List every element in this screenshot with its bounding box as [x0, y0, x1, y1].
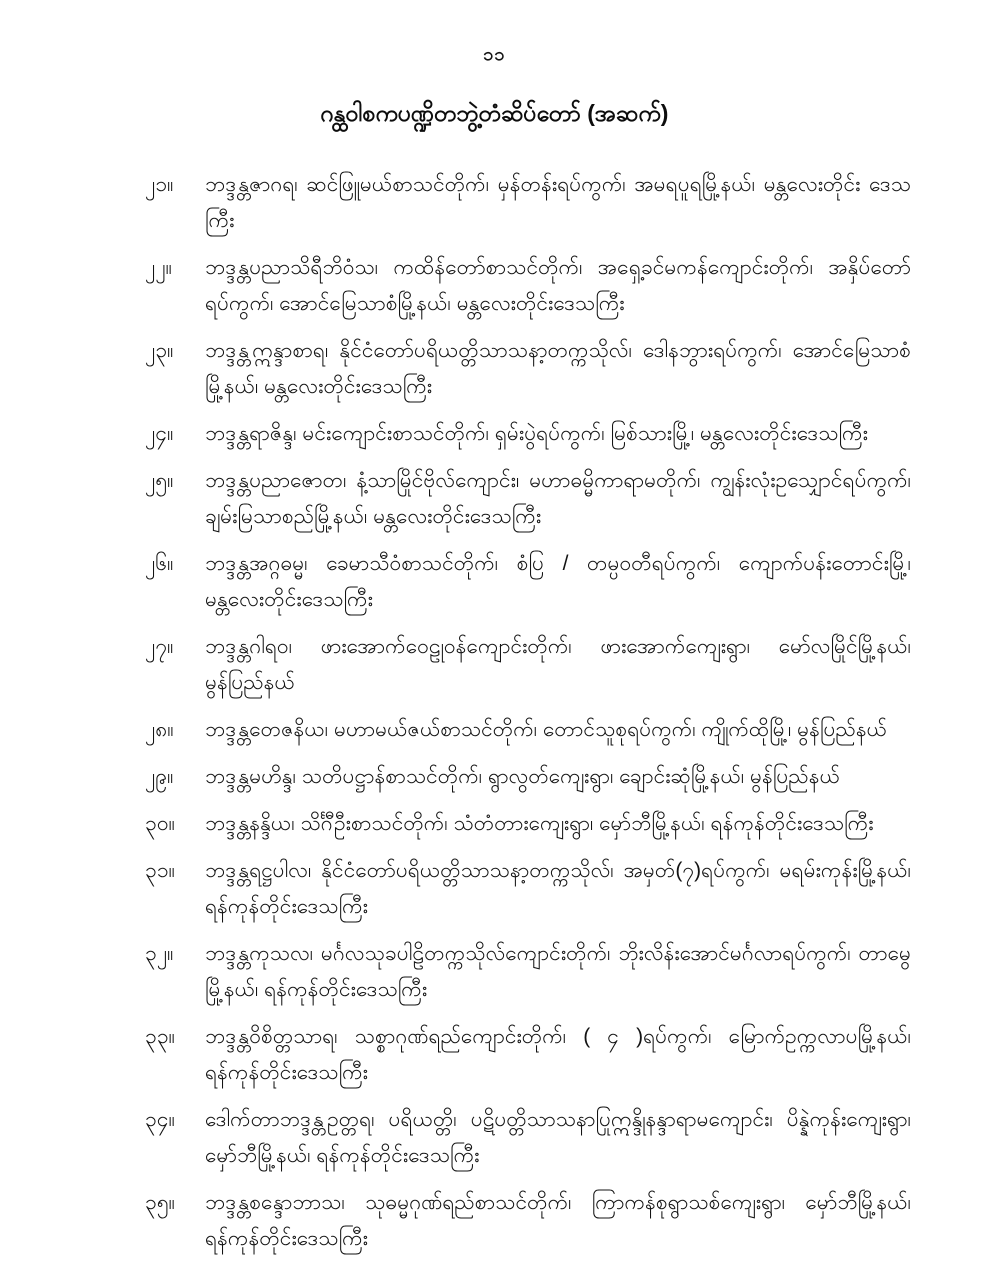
entry-text: ဘဒ္ဒန္တဝိစိတ္တသာရ၊ သစ္စာဂုဏ်ရည်ကျောင်းတိုက်၊ ( ၄ )ရပ်ကွက်၊ မြောက်ဥက္ကလာပမြို့နယ်၊ ရန်ကုန်တိုင်းဒေသကြီး — [205, 1025, 911, 1084]
list-item — [145, 936, 911, 1008]
entry-number: ၂၉။ — [145, 765, 174, 788]
list-item — [145, 629, 911, 701]
entry-number: ၃၂။ — [145, 942, 174, 965]
entry-number: ၂၃။ — [145, 339, 174, 362]
entry-number: ၂၅။ — [145, 469, 174, 492]
list-item — [145, 416, 911, 452]
list-item — [145, 333, 911, 405]
entry-number: ၂၄။ — [145, 422, 174, 445]
list-item — [145, 250, 911, 322]
entry-text: ဘဒ္ဒန္တနန္ဒိယ၊ သိင်္ဂီဦးစာသင်တိုက်၊ သံတံတားကျေးရွာ၊ မှော်ဘီမြို့နယ်၊ ရန်ကုန်တိုင်းဒေသကြီး — [205, 812, 874, 835]
entry-number: ၂၆။ — [145, 552, 174, 575]
entry-number: ၂၁။ — [145, 173, 174, 196]
entry-number: ၃၅။ — [145, 1191, 175, 1214]
entry-number: ၃၃။ — [145, 1025, 175, 1048]
entry-text: ဘဒ္ဒန္တစန္ဒောဘာသ၊ သုဓမ္မဂုဏ်ရည်စာသင်တိုက်၊ ကြာကန်စုရွာသစ်ကျေးရွာ၊ မှော်ဘီမြို့နယ်၊ ရန်ကုန်တိုင်းဒေသကြီး — [205, 1191, 911, 1250]
entry-text: ဘဒ္ဒန္တတေဇနိယ၊ မဟာမယ်ဇယ်စာသင်တိုက်၊ တောင်သူစုရပ်ကွက်၊ ကျိုက်ထိုမြို့၊ မွန်ပြည်နယ် — [205, 718, 888, 741]
entry-text: ဘဒ္ဒန္တပညာဇောတ၊ နံ့သာမြိုင်ဗိုလ်ကျောင်း၊ မဟာဓမ္မိကာရာမတိုက်၊ ကျွန်းလုံးဥသျှောင်ရပ်ကွက်၊ ချမ်းမြသာစည်မြို့နယ်၊ မန္တလေးတိုင်းဒေသကြီး — [205, 469, 911, 528]
entry-number: ၃၄။ — [145, 1108, 175, 1131]
entry-text: ဘဒ္ဒန္တပညာသိရီဘိဝံသ၊ ကထိန်တော်စာသင်တိုက်၊ အရှေ့ခင်မကန်ကျောင်းတိုက်၊ အနှိပ်တော်ရပ်ကွက်၊ အောင်မြေသာစံမြို့နယ်၊ မန္တလေးတိုင်းဒေသကြီး — [205, 256, 911, 315]
entry-text: ဘဒ္ဒန္တကုသလ၊ မင်္ဂလသုခပါဠိတက္ကသိုလ်ကျောင်းတိုက်၊ ဘိုးလိန်းအောင်မင်္ဂလာရပ်ကွက်၊ တာမွေမြို့နယ်၊ ရန်ကုန်တိုင်းဒေသကြီး — [205, 942, 911, 1001]
list-item — [145, 712, 911, 748]
entry-text: ဘဒ္ဒန္တဇာဂရ၊ ဆင်ဖြူမယ်စာသင်တိုက်၊ မှန်တန်းရပ်ကွက်၊ အမရပူရမြို့နယ်၊ မန္တလေးတိုင်း ဒေသကြီး — [205, 173, 911, 232]
list-item — [145, 806, 911, 842]
entry-text: ဘဒ္ဒန္တဣန္ဒာစာရ၊ နိုင်ငံတော်ပရိယတ္တိသာသနာ့တက္ကသိုလ်၊ ဒေါနဘွားရပ်ကွက်၊ အောင်မြေသာစံ မြို့နယ်၊ မန္တလေးတိုင်းဒေသကြီး — [205, 339, 911, 398]
list-item — [145, 1185, 911, 1257]
list-item — [145, 167, 911, 239]
entry-text: ဘဒ္ဒန္တအဂ္ဂဓမ္မ၊ ခေမာသီဝံစာသင်တိုက်၊ စံပြ / တမ္ပဝတီရပ်ကွက်၊ ကျောက်ပန်းတောင်းမြို့၊ မန္တလေးတိုင်းဒေသကြီး — [205, 552, 911, 611]
entry-text: ဘဒ္ဒန္တရဋ္ဌပါလ၊ နိုင်ငံတော်ပရိယတ္တိသာသနာ့တက္ကသိုလ်၊ အမှတ်(၇)ရပ်ကွက်၊ မရမ်းကုန်းမြို့နယ်၊ ရန်ကုန်တိုင်းဒေသကြီး — [205, 859, 911, 918]
entry-number: ၂၈။ — [145, 718, 174, 741]
page-title: ဂန္ထဝါစကပဏ္ဍိတဘွဲ့တံဆိပ်တော် (အဆက်) — [320, 100, 669, 126]
entry-text: ဘဒ္ဒန္တမဟိန္ဒ၊ သတိပဋ္ဌာန်စာသင်တိုက်၊ ရွာလွတ်ကျေးရွာ၊ ချောင်းဆုံမြို့နယ်၊ မွန်ပြည်နယ် — [205, 765, 840, 788]
list-item — [145, 1019, 911, 1091]
entry-list — [145, 167, 911, 1257]
list-item — [145, 759, 911, 795]
entry-number: ၂၇။ — [145, 635, 174, 658]
entry-text: ဒေါက်တာဘဒ္ဒန္တဥတ္တရ၊ ပရိယတ္တိ၊ ပဋိပတ္တိသာသနာပြုဣန္ဒိုနန္ဒာရာမကျောင်း၊ ပိန္နဲကုန်းကျေးရွာ၊ မှော်ဘီမြို့နယ်၊ ရန်ကုန်တိုင်းဒေသကြီး — [205, 1108, 911, 1167]
entry-number: ၂၂။ — [145, 256, 172, 279]
list-item — [145, 546, 911, 618]
list-item — [145, 1102, 911, 1174]
list-item — [145, 853, 911, 925]
entry-text: ဘဒ္ဒန္တဂါရဝ၊ ဖားအောက်ဝေဠုဝန်ကျောင်းတိုက်၊ ဖားအောက်ကျေးရွာ၊ မော်လမြိုင်မြို့နယ်၊ မွန်ပြည်နယ် — [205, 635, 911, 694]
entry-number: ၃၁။ — [145, 859, 175, 882]
page-number: ၁၁ — [483, 44, 506, 64]
list-item — [145, 463, 911, 535]
entry-text: ဘဒ္ဒန္တရာဇိန္ဒ၊ မင်းကျောင်းစာသင်တိုက်၊ ရှမ်းပွဲရပ်ကွက်၊ မြစ်သားမြို့၊ မန္တလေးတိုင်းဒေသကြီး — [205, 422, 868, 445]
entry-number: ၃၀။ — [145, 812, 175, 835]
